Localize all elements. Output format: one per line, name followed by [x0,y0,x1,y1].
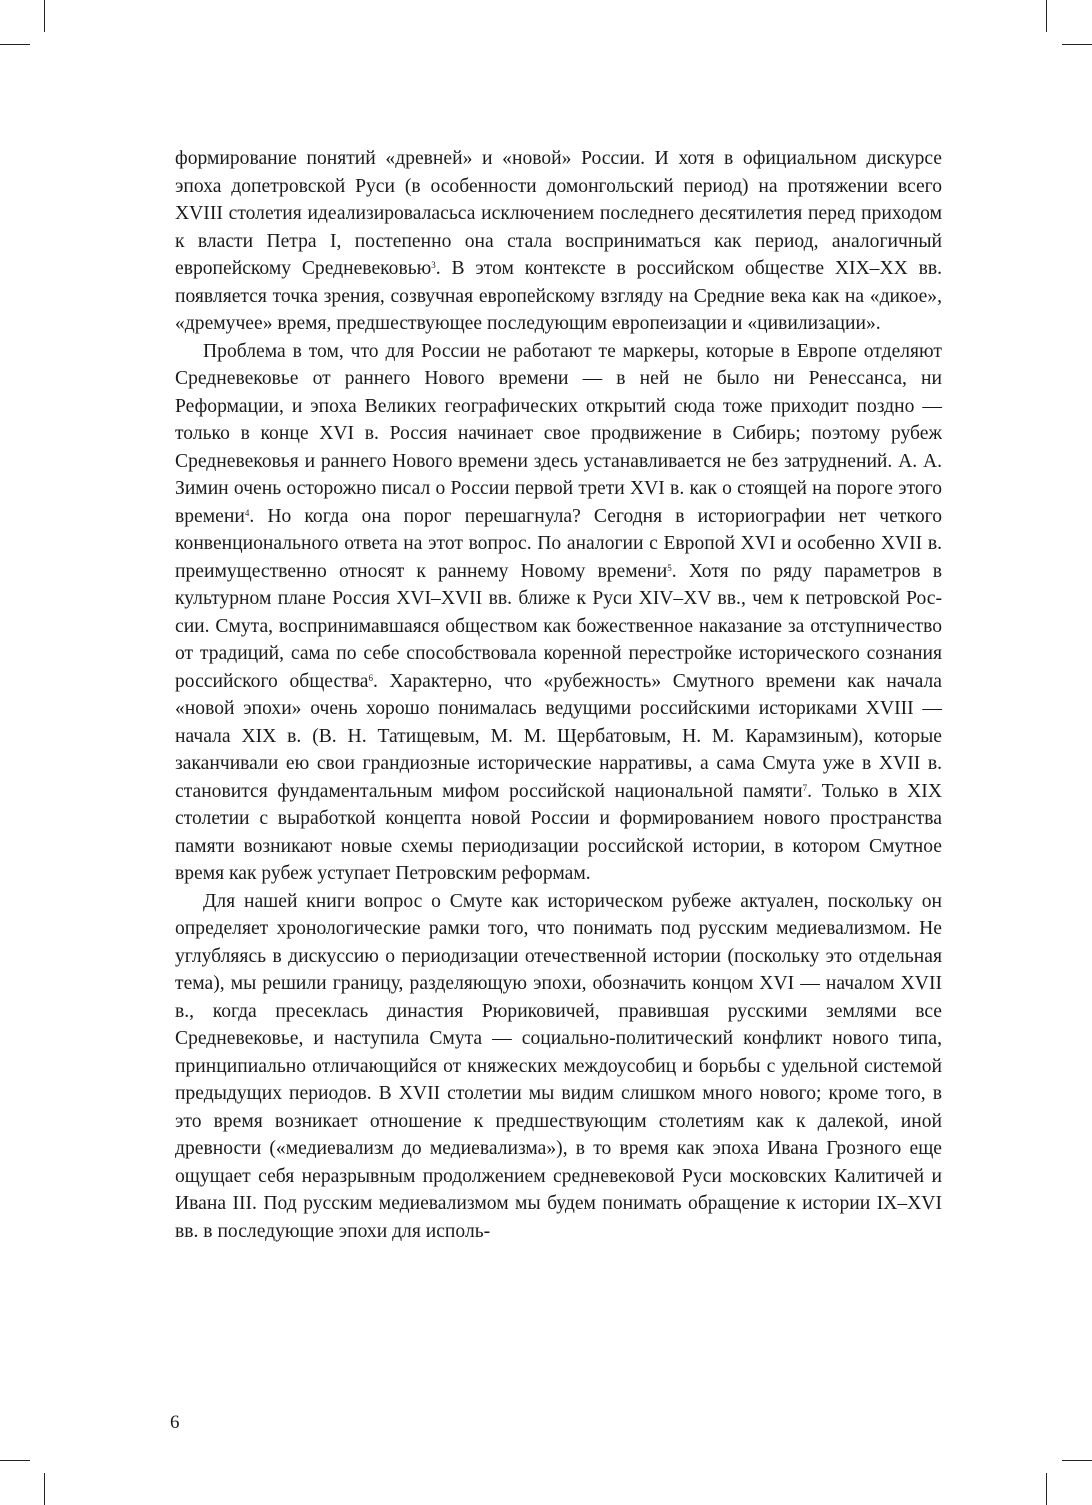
footnote-ref: 7 [802,782,808,793]
page-number: 6 [170,1412,180,1433]
paragraph [175,338,942,888]
text-run: Проблема в том, что для России не работают те маркеры, которые в Европе отделяют Средневековье от раннего Нового времени — в ней не было ни Ренессанса, ни Реформации, и эпоха Великих географических открытий сюда тоже приходит поздно — только в конце XVI в. Россия начинает свое продвижение в Сибирь; поэтому рубеж Средневековья и раннего Нового времени здесь устанавливается не без затруднений. А. А. Зимин очень осторожно писал о России первой трети XVI в. как о стоящей на пороге этого времени [175,340,942,527]
crop-mark [44,1473,45,1505]
text-run: . Только в XIX столетии с выработкой концепта новой России и формированием нового пространства памяти возникают новые схемы периодизации российской истории, в котором Смутное время как рубеж уступает Петровским реформам. [175,780,942,884]
crop-mark [1046,1473,1047,1505]
text-run: . В этом контексте в российском обществе XIX–XX вв. появляется точка зрения, созвучная европейскому взгляду на Средние века как на «дикое», «дремучее» время, предшествующее последующим европеизации и «цивилизации». [175,258,942,334]
body-text [175,145,942,1245]
crop-mark [44,0,45,32]
text-run: . Хотя по ряду параметров в культурном плане Россия XVI–XVII вв. ближе к Руси XIV–XV вв., чем к петровской России. Смута, воспринимавшаяся обществом как божественное наказание за отступничество от традиций, сама по себе способствовала коренной перестройке исторического сознания российского общества [175,560,942,692]
crop-mark [0,1460,30,1461]
footnote-ref: 3 [431,260,436,270]
footnote-ref: 4 [244,507,250,518]
crop-mark [1046,0,1047,32]
text-run: формирование понятий «древней» и «новой» России. И хотя в официальном дискурсе эпоха допетровской Руси (в особенности домонгольский период) на протяжении всего XVIII столетия идеализироваласьса исключением последнего десятилетия перед приходом к власти Петра I, постепенно она стала восприниматься как период, аналогичный европейскому Средневековью [175,148,942,279]
crop-mark [1062,1460,1092,1461]
footnote-ref: 6 [368,672,373,683]
text-run: . Характерно, что «рубежность» Смутного времени как начала «новой эпохи» очень хорошо понималась ведущими российскими историками XVIII — начала XIX в. (В. Н. Татищевым, М. М. Щербатовым, Н. М. Карамзиным), которые заканчивали ею свои грандиозные исторические нарративы, а сама Смута уже в XVII в. становится фундаментальным мифом российской национальной памяти [175,670,942,802]
footnote-ref: 5 [667,562,672,573]
paragraph [175,888,942,1246]
text-run: Для нашей книги вопрос о Смуте как историческом рубеже актуален, поскольку он определяет хронологические рамки того, что понимать под русским медиевализмом. Не углубляясь в дискуссию о периодизации отечественной истории (поскольку это отдельная тема), мы решили границу, разделяющую эпохи, обозначить концом XVI — началом XVII в., когда пресеклась династия Рюриковичей, правившая русскими землями все Средневековье, и наступила Смута — социально-политический конфликт нового типа, принципиально отличающийся от княжеских междоусобиц и борьбы с удельной системой предыдущих периодов. В XVII столетии мы видим слишком много нового; кроме того, в это время возникает отношение к предшествующим столетиям как к далекой, иной древности («медиевализм до медиевализма»), в то время как эпоха Ивана Грозного еще ощущает себя неразрывным продолжением средневековой Руси московских Калитичей и Ивана III. Под русским медиевализмом мы будем понимать обращение к истории IX–XVI вв. в последующие эпохи для исполь- [175,890,942,1242]
crop-mark [1062,44,1092,45]
text-run: . Но когда она порог перешагнула? Сегодня в историографии нет четкого конвенционального ответа на этот вопрос. По аналогии с Европой XVI и особенно XVII в. преимущественно относят к раннему Новому времени [175,505,942,582]
paragraph [175,145,942,338]
crop-mark [0,44,30,45]
